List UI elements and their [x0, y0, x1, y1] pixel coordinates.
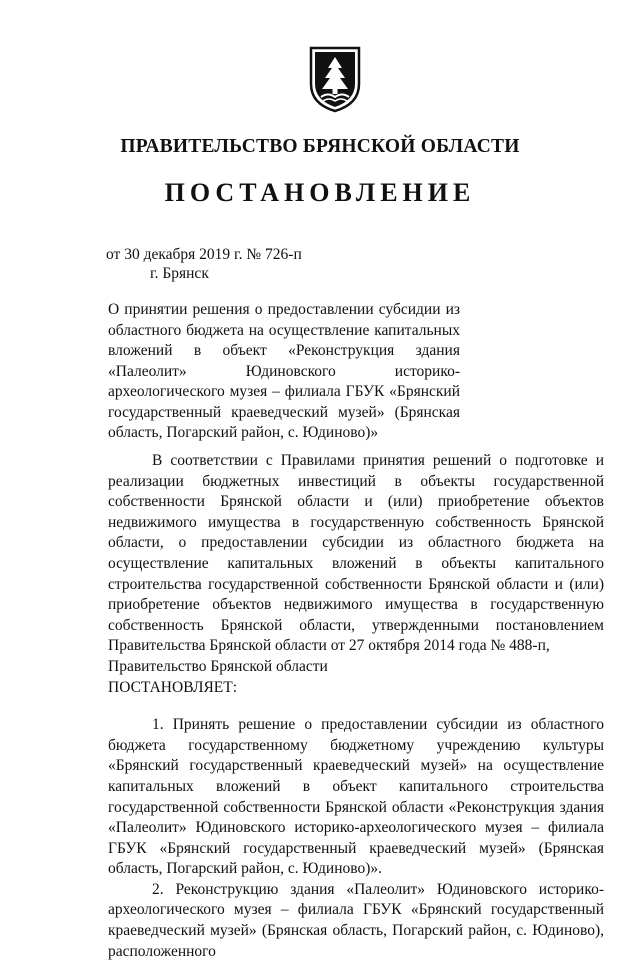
document-body	[108, 451, 604, 962]
resolution-item-2: 2. Реконструкцию здания «Палеолит» Юдиновского историко-археологического музея – филиала ГБУК «Брянский государственный краеведческий музей» (Брянская область, Погарский район, с. Юдиново), расположенного	[108, 880, 604, 960]
document-type-heading: ПОСТАНОВЛЕНИЕ	[164, 178, 476, 207]
bryansk-coat-of-arms-icon	[305, 44, 365, 114]
organization-title: ПРАВИТЕЛЬСТВО БРЯНСКОЙ ОБЛАСТИ	[120, 136, 520, 157]
preamble-paragraph: В соответствии с Правилами принятия решений о подготовке и реализации бюджетных инвестиций в объекты государственной собственности Брянской области и (или) приобретение объектов недвижимого имущества в государственную собственность Брянской области, о предоставлении субсидии из областного бюджета на осуществление капитальных вложений в объекты капитального строительства государственной собственности Брянской области и (или) приобретение объектов недвижимого имущества в государственную собственность Брянской области, утвержденными постановлением Правительства Брянской области от 27 октября 2014 года № 488-п,	[108, 452, 604, 655]
document-city: г. Брянск	[150, 265, 209, 282]
document-subject: О принятии решения о предоставлении субсидии из областного бюджета на осуществление капитальных вложений в объект «Реконструкция здания «Палеолит» Юдиновского историко-археологического музея – филиала ГБУК «Брянский государственный краеведческий музей» (Брянская область, Погарский район, с. Юдиново)»	[108, 301, 460, 441]
resolution-item-1: 1. Принять решение о предоставлении субсидии из областного бюджета государственному бюджетному учреждению культуры «Брянский государственный краеведческий музей» на осуществление капитальных вложений в объект капитального строительства государственной собственности Брянской области «Реконструкция здания «Палеолит» Юдиновского историко-археологического музея – филиала ГБУК «Брянский государственный краеведческий музей» (Брянская область, Погарский район, с. Юдиново)».	[108, 716, 604, 878]
resolves-keyword: ПОСТАНОВЛЯЕТ:	[108, 678, 238, 696]
preamble-signatory: Правительство Брянской области	[108, 657, 328, 675]
document-date-number: от 30 декабря 2019 г. № 726-п	[106, 246, 302, 263]
